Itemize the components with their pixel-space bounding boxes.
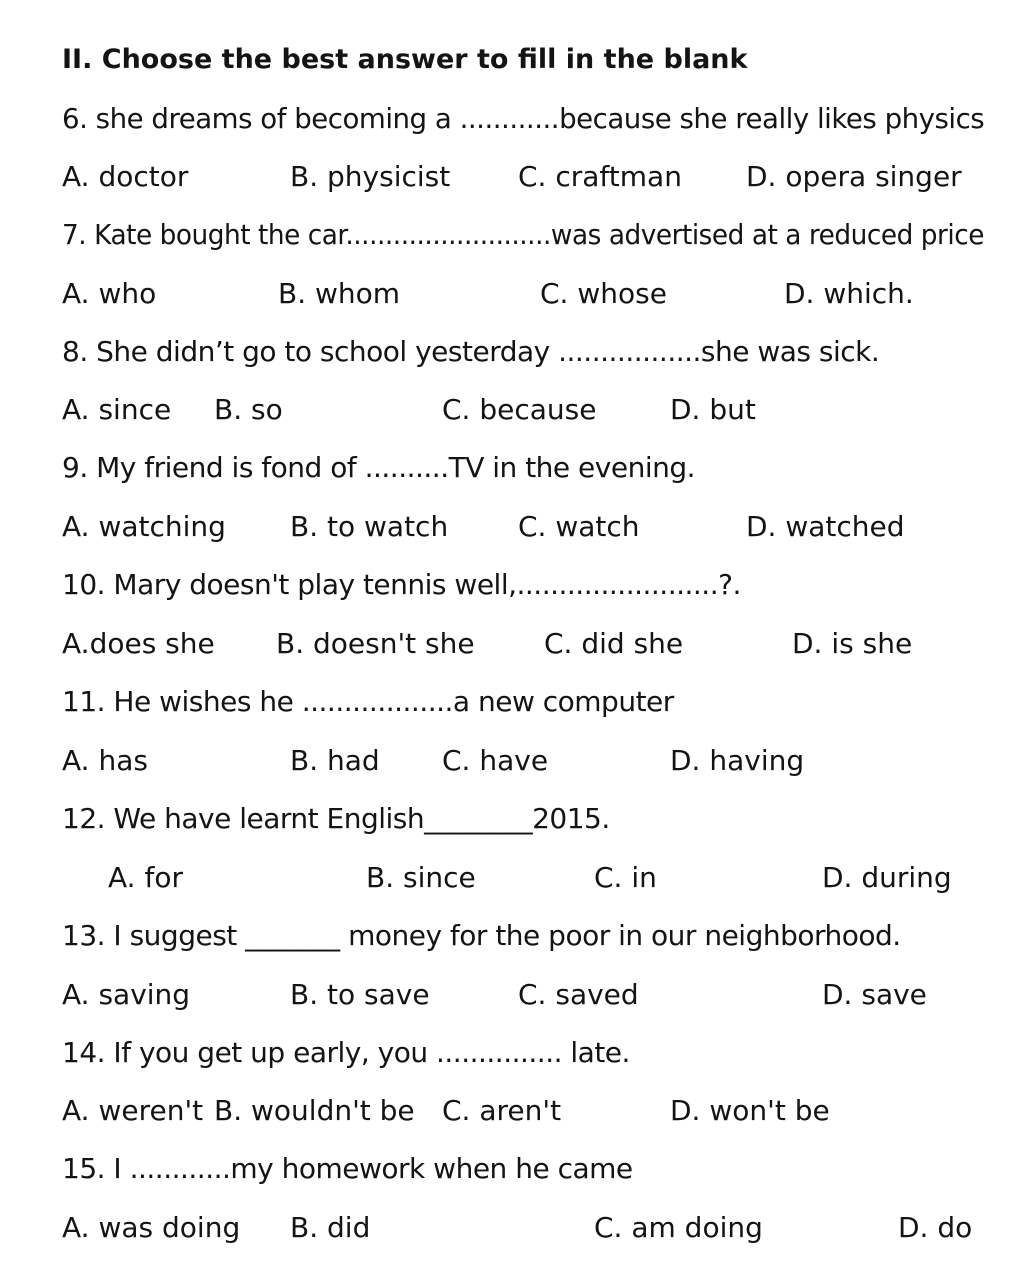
- option-d: D. is she: [792, 627, 913, 660]
- question-7: 7. Kate bought the car..........................was advertised at a reduced price: [62, 218, 985, 251]
- question-15: 15. I ............my homework when he came: [62, 1152, 633, 1185]
- option-d: D. during: [822, 861, 952, 894]
- option-a: A. doctor: [62, 160, 189, 193]
- option-b: B. to watch: [290, 510, 449, 543]
- option-c: C. because: [442, 393, 597, 426]
- option-c: C. have: [442, 744, 549, 777]
- option-b: B. to save: [290, 978, 430, 1011]
- option-d: D. opera singer: [746, 160, 962, 193]
- options-6: [62, 157, 984, 197]
- option-a: A. watching: [62, 510, 226, 543]
- option-a: A. saving: [62, 978, 191, 1011]
- options-12: [62, 858, 984, 898]
- option-a: A. has: [62, 744, 148, 777]
- options-7: [62, 274, 984, 314]
- option-a: A. for: [108, 861, 183, 894]
- options-11: [62, 741, 984, 781]
- option-d: D. won't be: [670, 1094, 830, 1127]
- option-b: B. whom: [278, 277, 401, 310]
- option-d: D. having: [670, 744, 805, 777]
- option-b: B. did: [290, 1211, 371, 1244]
- option-c: C. craftman: [518, 160, 682, 193]
- option-a: A. since: [62, 393, 172, 426]
- option-c: C. saved: [518, 978, 639, 1011]
- option-d: D. which.: [784, 277, 914, 310]
- options-15: [62, 1208, 984, 1248]
- option-c: C. am doing: [594, 1211, 763, 1244]
- question-12: 12. We have learnt English________2015.: [62, 802, 610, 835]
- option-a: A. who: [62, 277, 157, 310]
- question-10: 10. Mary doesn't play tennis well,........................?.: [62, 568, 741, 601]
- option-a: A. weren't: [62, 1094, 204, 1127]
- option-c: C. watch: [518, 510, 640, 543]
- options-10: [62, 624, 984, 664]
- option-a: A. was doing: [62, 1211, 241, 1244]
- question-6: 6. she dreams of becoming a ............because she really likes physics: [62, 102, 985, 135]
- question-13: 13. I suggest _______ money for the poor in our neighborhood.: [62, 919, 901, 952]
- option-b: B. had: [290, 744, 380, 777]
- option-b: B. doesn't she: [276, 627, 475, 660]
- options-9: [62, 507, 984, 547]
- option-c: C. whose: [540, 277, 667, 310]
- options-14: [62, 1091, 984, 1131]
- option-c: C. in: [594, 861, 657, 894]
- question-14: 14. If you get up early, you ............... late.: [62, 1036, 630, 1069]
- option-d: D. but: [670, 393, 756, 426]
- question-9: 9. My friend is fond of ..........TV in the evening.: [62, 451, 696, 484]
- section-title: II. Choose the best answer to fill in the blank: [62, 44, 748, 75]
- options-13: [62, 975, 984, 1015]
- question-11: 11. He wishes he ..................a new computer: [62, 685, 674, 718]
- option-a: A.does she: [62, 627, 215, 660]
- option-d: D. save: [822, 978, 927, 1011]
- option-b: B. since: [366, 861, 476, 894]
- option-c: C. did she: [544, 627, 684, 660]
- options-8: [62, 390, 984, 430]
- question-8: 8. She didn’t go to school yesterday .................she was sick.: [62, 335, 880, 368]
- option-d: D. watched: [746, 510, 905, 543]
- option-c: C. aren't: [442, 1094, 562, 1127]
- option-b: B. wouldn't be: [214, 1094, 415, 1127]
- option-d: D. do: [898, 1211, 973, 1244]
- option-b: B. physicist: [290, 160, 451, 193]
- option-b: B. so: [214, 393, 283, 426]
